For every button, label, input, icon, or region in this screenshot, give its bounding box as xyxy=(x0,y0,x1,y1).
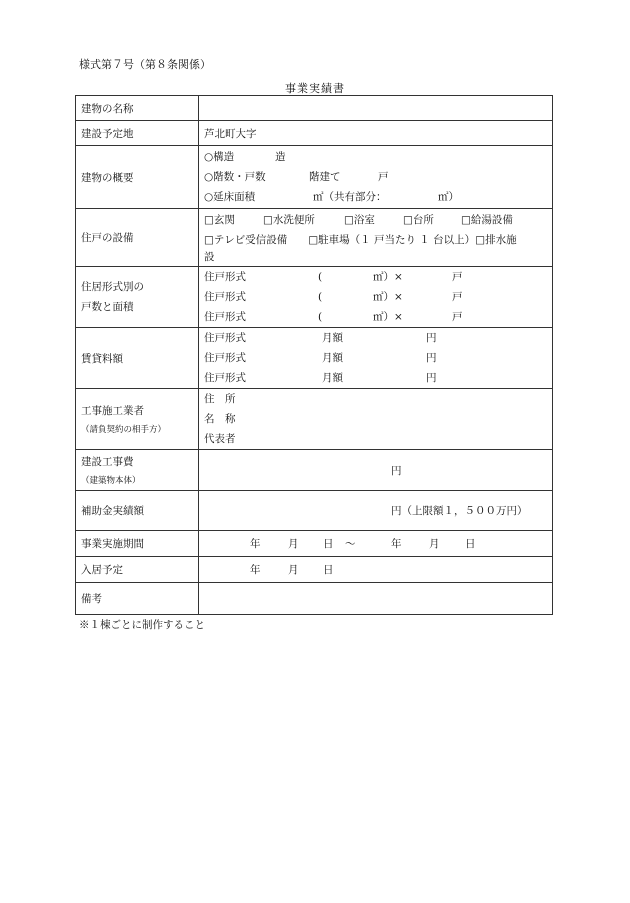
row-equipment xyxy=(76,209,553,267)
rent-monthly: 月額 xyxy=(322,332,343,344)
construction-cost-field[interactable] xyxy=(199,450,553,491)
remarks-label: 備考 xyxy=(76,583,199,615)
construction-cost-label-main: 建設工事費 xyxy=(81,456,134,468)
rent-field[interactable] xyxy=(199,328,553,389)
unit-count-unit: 戸 xyxy=(452,271,463,283)
equipment-bath[interactable]: □浴室 xyxy=(344,213,375,226)
unit-count-unit: 戸 xyxy=(452,291,463,303)
unit-area-field[interactable] xyxy=(199,267,553,328)
footer-note: ※１棟ごとに制作すること xyxy=(79,619,205,631)
row-remarks xyxy=(76,583,553,615)
row-building-name xyxy=(76,96,553,121)
rent-item xyxy=(204,328,552,348)
row-move-in xyxy=(76,557,553,583)
period-month: 月 xyxy=(288,537,299,550)
move-in-year: 年 xyxy=(250,563,261,576)
equipment-toilet[interactable]: □水洗便所 xyxy=(263,213,315,226)
equipment-hot-water[interactable]: □給湯設備 xyxy=(461,213,513,226)
rent-unit-type: 住戸形式 xyxy=(204,352,246,364)
report-table xyxy=(75,95,553,615)
overview-structure-line xyxy=(204,147,552,167)
period-line xyxy=(204,534,552,554)
site-label: 建設予定地 xyxy=(76,121,199,146)
period-day-end: 日 xyxy=(465,537,476,550)
remarks-field[interactable] xyxy=(199,583,553,615)
rent-label: 賃貸料額 xyxy=(76,328,199,389)
row-subsidy xyxy=(76,491,553,531)
period-tilde: ～ xyxy=(345,537,356,550)
rent-unit-type: 住戸形式 xyxy=(204,372,246,384)
rent-item xyxy=(204,368,552,388)
area-unit-times: ㎡）× xyxy=(373,271,403,283)
form-number: 様式第７号（第８条関係） xyxy=(79,58,211,71)
move-in-field[interactable] xyxy=(199,557,553,583)
period-month-end: 月 xyxy=(429,537,440,550)
rent-item xyxy=(204,348,552,368)
floors-unit: 階建て xyxy=(309,171,341,183)
rent-yen: 円 xyxy=(426,372,437,384)
row-unit-area xyxy=(76,267,553,328)
overview-floors-line xyxy=(204,167,552,187)
structure-label: ○構造 xyxy=(204,151,235,163)
period-field[interactable] xyxy=(199,531,553,557)
contractor-field[interactable] xyxy=(199,389,553,450)
rent-monthly: 月額 xyxy=(322,372,343,384)
contractor-label xyxy=(76,389,199,450)
area-unit-times: ㎡）× xyxy=(373,291,403,303)
subsidy-value: 円（上限額１，５００万円） xyxy=(391,505,528,517)
contractor-label-main: 工事施工業者 xyxy=(81,405,144,417)
move-in-day: 日 xyxy=(323,563,334,576)
unit-type: 住戸形式 xyxy=(204,291,246,303)
unit-count-unit: 戸 xyxy=(452,311,463,323)
period-day: 日 xyxy=(323,537,334,550)
structure-suffix: 造 xyxy=(275,151,286,163)
equipment-line-1 xyxy=(204,210,552,230)
rent-unit-type: 住戸形式 xyxy=(204,332,246,344)
row-contractor xyxy=(76,389,553,450)
building-name-field[interactable] xyxy=(199,96,553,121)
rent-yen: 円 xyxy=(426,352,437,364)
site-field[interactable]: 芦北町大字 xyxy=(199,121,553,146)
unit-type: 住戸形式 xyxy=(204,271,246,283)
floors-label: ○階数・戸数 xyxy=(204,171,266,183)
area-end: ㎡） xyxy=(438,191,459,203)
unit-area-label xyxy=(76,267,199,328)
rent-monthly: 月額 xyxy=(322,352,343,364)
row-construction-cost xyxy=(76,450,553,491)
overview-field[interactable] xyxy=(199,146,553,209)
move-in-month: 月 xyxy=(288,563,299,576)
unit-area-item xyxy=(204,287,552,307)
area-unit: ㎡（共有部分： xyxy=(313,191,387,203)
unit-area-item xyxy=(204,307,552,327)
overview-label: 建物の概要 xyxy=(76,146,199,209)
row-period xyxy=(76,531,553,557)
equipment-label: 住戸の設備 xyxy=(76,209,199,267)
area-open: ( xyxy=(318,271,323,283)
equipment-line-2: □テレビ受信設備 □駐車場（１ 戸当たり １ 台以上）□排水施 xyxy=(204,233,517,246)
construction-cost-yen: 円 xyxy=(391,464,402,477)
contractor-representative: 代表者 xyxy=(204,433,236,445)
move-in-label: 入居予定 xyxy=(76,557,199,583)
equipment-line-3: 設 xyxy=(204,250,215,263)
construction-cost-sublabel: （建築物本体） xyxy=(81,476,141,486)
subsidy-label: 補助金実績額 xyxy=(76,491,199,531)
contractor-name: 名 称 xyxy=(204,413,236,425)
equipment-kitchen[interactable]: □台所 xyxy=(403,213,434,226)
period-year-end: 年 xyxy=(391,537,402,550)
contractor-sublabel: （請負契約の相手方） xyxy=(81,425,167,435)
row-rent xyxy=(76,328,553,389)
area-label: ○延床面積 xyxy=(204,191,256,203)
area-open: ( xyxy=(318,311,323,323)
equipment-entrance[interactable]: □玄関 xyxy=(204,213,235,226)
unit-area-label-line2: 戸数と面積 xyxy=(81,301,134,313)
area-unit-times: ㎡）× xyxy=(373,311,403,323)
equipment-field[interactable] xyxy=(199,209,553,267)
row-overview xyxy=(76,146,553,209)
move-in-line xyxy=(204,560,552,580)
subsidy-field[interactable] xyxy=(199,491,553,531)
overview-area-line xyxy=(204,187,552,207)
building-name-label: 建物の名称 xyxy=(76,96,199,121)
unit-area-item xyxy=(204,267,552,287)
contractor-address: 住 所 xyxy=(204,393,236,405)
construction-cost-label xyxy=(76,450,199,491)
unit-type: 住戸形式 xyxy=(204,311,246,323)
period-year: 年 xyxy=(250,537,261,550)
period-label: 事業実施期間 xyxy=(76,531,199,557)
row-site xyxy=(76,121,553,146)
document-title: 事業実績書 xyxy=(285,82,345,95)
rent-yen: 円 xyxy=(426,332,437,344)
unit-area-label-line1: 住居形式別の xyxy=(81,281,144,293)
units-unit: 戸 xyxy=(378,171,389,183)
area-open: ( xyxy=(318,291,323,303)
